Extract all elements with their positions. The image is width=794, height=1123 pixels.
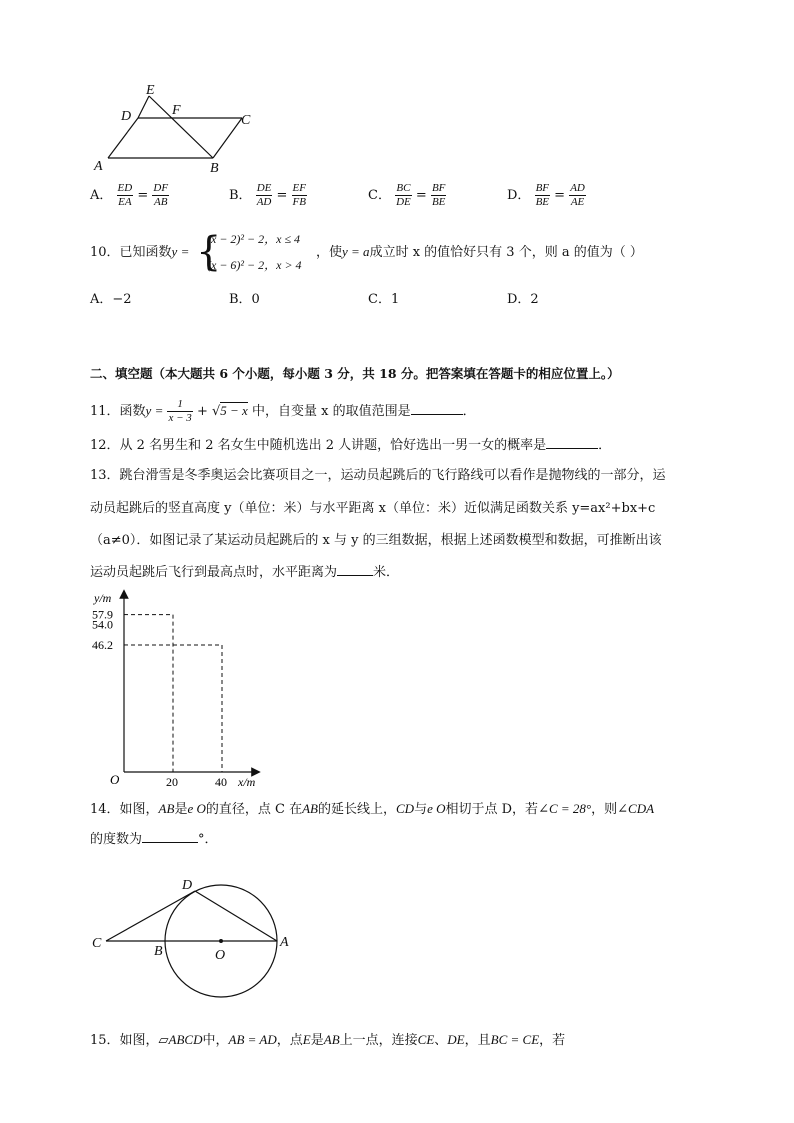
q10-suffix: 成立时 x 的值恰好只有 3 个，则 a 的值为（ ） (369, 245, 643, 260)
q14-text: 的度数为 (90, 832, 143, 847)
fraction: $\frac{BC}{DE}$ (396, 182, 411, 208)
q13-line-2: 动员起跳后的竖直高度 y（单位：米）与水平距离 x（单位：米）近似满足函数关系 y=ax²+bx+c (90, 501, 656, 516)
q14-text: 14．如图， (90, 802, 159, 817)
q15-math: BC = CE (490, 1032, 540, 1047)
y-axis-label: y/m (94, 591, 112, 605)
q14-text: 相切于点 D，若 (445, 802, 539, 817)
option-letter: D． (507, 188, 531, 203)
q10-stem (90, 242, 189, 263)
q9-option-a[interactable]: A． $\frac{ED}{EA}$ = $\frac{DF}{AB}$ (90, 182, 169, 208)
piecewise-brace: { (196, 229, 222, 275)
fraction: $\frac{BF}{BE}$ (535, 182, 550, 208)
fraction: $\frac{DE}{AD}$ (256, 182, 272, 208)
q13-line-4-end: 米． (373, 565, 400, 580)
q14-math: AB (158, 801, 175, 816)
q14-math: ∠C = 28° (538, 801, 592, 816)
q11 (90, 398, 476, 425)
option-letter: B． (229, 188, 252, 203)
q11-suffix: 中，自变量 x 的取值范围是 (251, 404, 411, 419)
q15-text: ，若 (539, 1033, 566, 1048)
q15-text: 、 (434, 1033, 448, 1048)
y-tick-label: 46.2 (92, 637, 113, 652)
q9-option-d[interactable]: D． $\frac{BF}{BE}$ = $\frac{AD}{AE}$ (507, 182, 585, 208)
q15-text: 15．如图， (90, 1033, 159, 1048)
q11-radicand: 5 − x (220, 403, 248, 418)
fraction: $\frac{BF}{BE}$ (431, 182, 446, 208)
q15-text: 是 (310, 1033, 324, 1048)
q10-stem-tail (316, 242, 643, 263)
section-heading: 二、填空题（本大题共 6 个小题，每小题 3 分，共 18 分。把答案填在答题卡的相应位置上。） (90, 366, 620, 381)
q10-case-2: (x − 6)² − 2，x > 4 (207, 258, 302, 272)
label-b: B (210, 161, 219, 176)
fraction: $\frac{ED}{EA}$ (117, 182, 133, 208)
q14-math: AB (302, 801, 318, 816)
q14-text: °． (198, 832, 218, 847)
label-c: C (92, 936, 102, 951)
q14-math: ∠CDA (617, 801, 655, 816)
q10-middle: ，使 (316, 245, 343, 260)
q14-text: ，则 (591, 802, 618, 817)
q10-option-a[interactable]: A．−2 (90, 292, 132, 307)
y-tick-label: 57.9 (92, 607, 113, 622)
q15-math: AB = AD (228, 1032, 277, 1047)
label-c: C (241, 113, 251, 128)
q15-math: AB (323, 1032, 340, 1047)
q15-math: DE (447, 1032, 465, 1047)
q10-yeq: y = (171, 244, 190, 259)
sqrt-symbol: √ (211, 404, 221, 419)
label-d: D (182, 878, 193, 893)
q14-text: 与 (414, 802, 428, 817)
q10-option-c[interactable]: C．1 (368, 292, 400, 307)
option-letter: A． (90, 188, 113, 203)
q10-case-1: (x − 2)² − 2，x ≤ 4 (207, 232, 301, 246)
answer-blank[interactable] (546, 448, 598, 449)
q15-text: ，且 (464, 1033, 491, 1048)
segment-ad (108, 118, 138, 158)
answer-blank[interactable] (337, 575, 373, 576)
q13-line-4-text: 运动员起跳后飞行到最高点时，水平距离为 (90, 565, 338, 580)
answer-blank[interactable] (142, 842, 198, 843)
q11-yeq: y = (145, 403, 164, 418)
q10-cond: y = a (342, 244, 370, 259)
q15-text: 中， (202, 1033, 229, 1048)
segment-de (138, 96, 149, 118)
x-axis-label: x/m (238, 775, 256, 789)
q14-text: 是 (174, 802, 188, 817)
q9-option-c[interactable]: C． $\frac{BC}{DE}$ = $\frac{BF}{BE}$ (368, 182, 446, 208)
q13-line-1: 13．跳台滑雪是冬季奥运会比赛项目之一，运动员起跳后的飞行路线可以看作是抛物线的一部分，运 (90, 468, 666, 483)
q11-fraction: $\frac{1}{x - 3}$ (168, 398, 192, 424)
chart-q13 (88, 586, 288, 796)
q14-text: 的延长线上， (317, 802, 396, 817)
answer-blank[interactable] (411, 414, 463, 415)
q14-math: e O (187, 801, 206, 816)
q10-prefix: 10．已知函数 (90, 245, 172, 260)
fraction: $\frac{EF}{FB}$ (292, 182, 306, 208)
segment-cb (213, 118, 242, 158)
q14-line-1 (90, 799, 654, 820)
q15-math: ▱ABCD (158, 1032, 203, 1047)
segment-eb (149, 96, 213, 158)
option-letter: C． (368, 188, 391, 203)
q12-text: 12．从 2 名男生和 2 名女生中随机选出 2 人讲题，恰好选出一男一女的概率是 (90, 438, 547, 453)
label-b: B (154, 944, 163, 959)
label-o: O (215, 948, 226, 963)
figure-q14 (88, 872, 298, 1002)
origin-label: O (110, 772, 120, 787)
q15-line-1 (90, 1030, 565, 1051)
q12 (90, 436, 611, 456)
x-tick-label: 20 (166, 775, 178, 789)
q15-text: 上一点，连接 (339, 1033, 418, 1048)
q11-prefix: 11．函数 (90, 404, 146, 419)
q13-line-4 (90, 563, 399, 583)
q14-text: 的直径，点 C 在 (205, 802, 303, 817)
q14-math: e O (427, 801, 446, 816)
q11-end: ． (462, 404, 476, 419)
q14-line-2 (90, 830, 218, 850)
q11-plus: + (196, 404, 208, 419)
y-tick-label: 54.0 (92, 617, 113, 632)
q14-math: CD (396, 801, 415, 816)
center-dot (219, 939, 223, 943)
q15-text: ，点 (276, 1033, 303, 1048)
q9-option-b[interactable]: B． $\frac{DE}{AD}$ = $\frac{EF}{FB}$ (229, 182, 306, 208)
q15-math: E (302, 1032, 311, 1047)
label-a: A (94, 159, 103, 174)
q10-option-d[interactable]: D．2 (507, 292, 539, 307)
q13-line-3: （a≠0）．如图记录了某运动员起跳后的 x 与 y 的三组数据，根据上述函数模型和数据，可推断出该 (90, 533, 662, 548)
fraction: $\frac{AD}{AE}$ (570, 182, 585, 208)
fraction: $\frac{DF}{AB}$ (153, 182, 169, 208)
q12-end: ． (598, 438, 612, 453)
segment-da (195, 891, 277, 941)
q10-option-b[interactable]: B．0 (229, 292, 260, 307)
x-tick-label: 40 (215, 775, 227, 789)
figure-q9 (90, 78, 270, 178)
label-a: A (280, 935, 289, 950)
segment-cd (106, 891, 195, 941)
label-e: E (146, 83, 155, 98)
label-f: F (172, 103, 181, 118)
label-d: D (121, 109, 132, 124)
q15-math: CE (417, 1032, 435, 1047)
